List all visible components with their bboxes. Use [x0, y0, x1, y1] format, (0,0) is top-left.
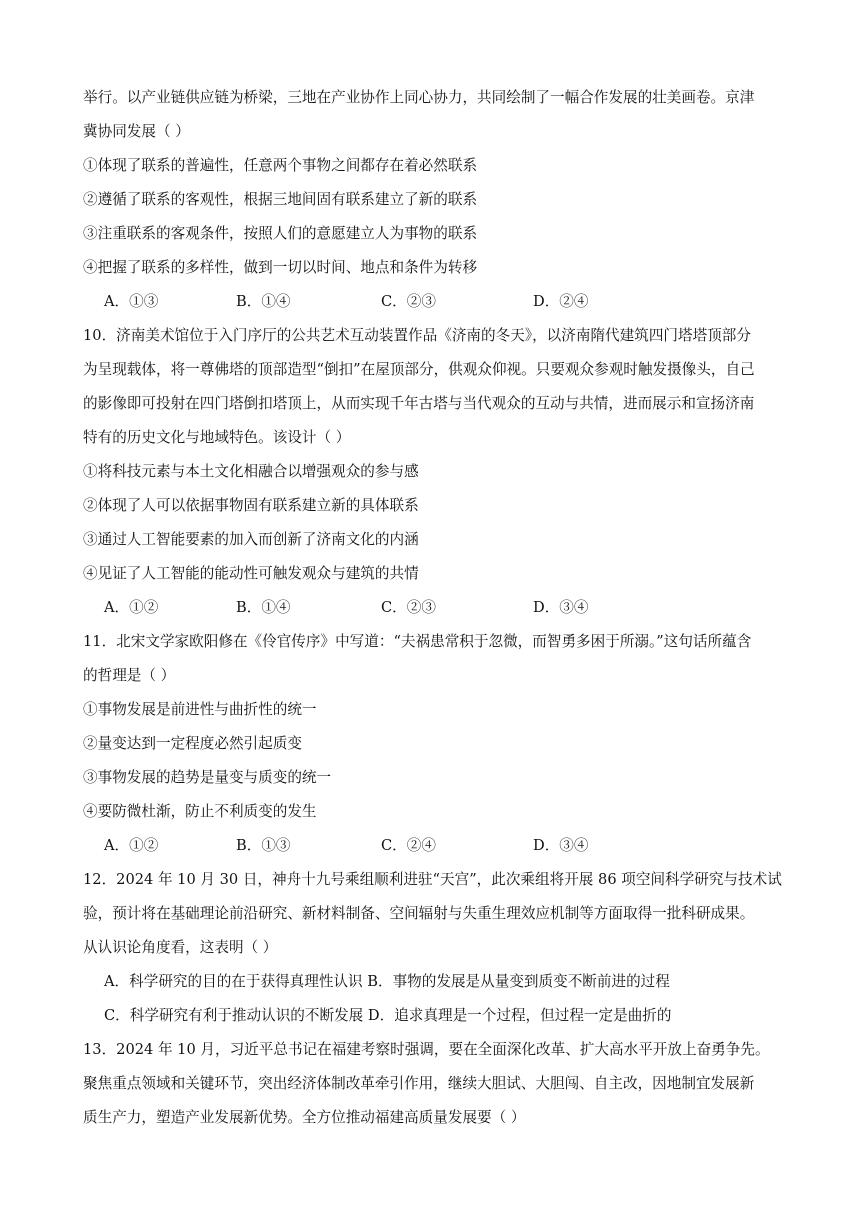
q11-item: ④要防微杜渐，防止不利质变的发生	[83, 803, 317, 820]
q11-item: ②量变达到一定程度必然引起质变	[83, 735, 302, 752]
q13-stem-line: 13．2024 年 10 月，习近平总书记在福建考察时强调，要在全面深化改革、扩大高水平开放上奋勇争先。	[83, 1041, 770, 1058]
q9-options	[104, 292, 784, 312]
q12-stem-line: 12．2024 年 10 月 30 日，神舟十九号乘组顺利进驻“天宫”，此次乘组将开展 86 项空间科学研究与技术试	[83, 871, 782, 888]
q10-option-b: B．①④	[236, 599, 291, 616]
q10-option-d: D．③④	[533, 599, 589, 616]
q11-option-c: C．②④	[381, 837, 436, 854]
q10-item: ②体现了人可以依据事物固有联系建立新的具体联系	[83, 497, 419, 514]
q10-option-c: C．②③	[381, 599, 436, 616]
q10-stem-line: 10．济南美术馆位于入门序厅的公共艺术互动装置作品《济南的冬天》，以济南隋代建筑四门塔塔顶部分	[83, 327, 751, 344]
q11-item: ①事物发展是前进性与曲折性的统一	[83, 701, 317, 718]
q10-stem-line: 特有的历史文化与地域特色。该设计（ ）	[83, 429, 351, 446]
q9-option-b: B．①④	[236, 293, 291, 310]
q9-stem-line: 冀协同发展（ ）	[83, 123, 190, 140]
q10-stem-line: 为呈现载体，将一尊佛塔的顶部造型“倒扣”在屋顶部分，供观众仰视。只要观众参观时触发摄像头，自己	[83, 361, 755, 378]
q9-option-c: C．②③	[381, 293, 436, 310]
q12-option-cd: C．科学研究有利于推动认识的不断发展 D．追求真理是一个过程，但过程一定是曲折的	[104, 1007, 672, 1024]
q9-option-a: A．①③	[104, 293, 159, 310]
q11-options	[104, 836, 784, 856]
q9-item: ④把握了联系的多样性，做到一切以时间、地点和条件为转移	[83, 259, 478, 276]
q12-stem-line: 验，预计将在基础理论前沿研究、新材料制备、空间辐射与失重生理效应机制等方面取得一批科研成果。	[83, 905, 755, 922]
q12-option-ab: A．科学研究的目的在于获得真理性认识 B．事物的发展是从量变到质变不断前进的过程	[104, 973, 670, 990]
q10-item: ①将科技元素与本土文化相融合以增强观众的参与感	[83, 463, 419, 480]
q10-item: ④见证了人工智能的能动性可触发观众与建筑的共情	[83, 565, 419, 582]
q13-stem-line: 质生产力，塑造产业发展新优势。全方位推动福建高质量发展要（ ）	[83, 1109, 526, 1126]
q11-stem-line: 的哲理是（ ）	[83, 667, 176, 684]
q9-item: ③注重联系的客观条件，按照人们的意愿建立人为事物的联系	[83, 225, 478, 242]
q9-option-d: D．②④	[533, 293, 589, 310]
q10-options	[104, 598, 784, 618]
q12-stem-line: 从认识论角度看，这表明（ ）	[83, 939, 278, 956]
q11-option-d: D．③④	[533, 837, 589, 854]
q11-item: ③事物发展的趋势是量变与质变的统一	[83, 769, 332, 786]
q11-option-a: A．①②	[104, 837, 159, 854]
q13-stem-line: 聚焦重点领域和关键环节，突出经济体制改革牵引作用，继续大胆试、大胆闯、自主改，因地制宜发展新	[83, 1075, 755, 1092]
q11-option-b: B．①③	[236, 837, 291, 854]
q10-item: ③通过人工智能要素的加入而创新了济南文化的内涵	[83, 531, 419, 548]
q11-stem-line: 11．北宋文学家欧阳修在《伶官传序》中写道：“夫祸患常积于忽微，而智勇多困于所溺。”这句话所蕴含	[83, 633, 752, 650]
q10-stem-line: 的影像即可投射在四门塔倒扣塔顶上，从而实现千年古塔与当代观众的互动与共情，进而展示和宣扬济南	[83, 395, 755, 412]
q10-option-a: A．①②	[104, 599, 159, 616]
q9-item: ②遵循了联系的客观性，根据三地间固有联系建立了新的联系	[83, 191, 478, 208]
q9-item: ①体现了联系的普遍性，任意两个事物之间都存在着必然联系	[83, 157, 478, 174]
q9-stem-line: 举行。以产业链供应链为桥梁，三地在产业协作上同心协力，共同绘制了一幅合作发展的壮美画卷。京津	[83, 89, 755, 106]
